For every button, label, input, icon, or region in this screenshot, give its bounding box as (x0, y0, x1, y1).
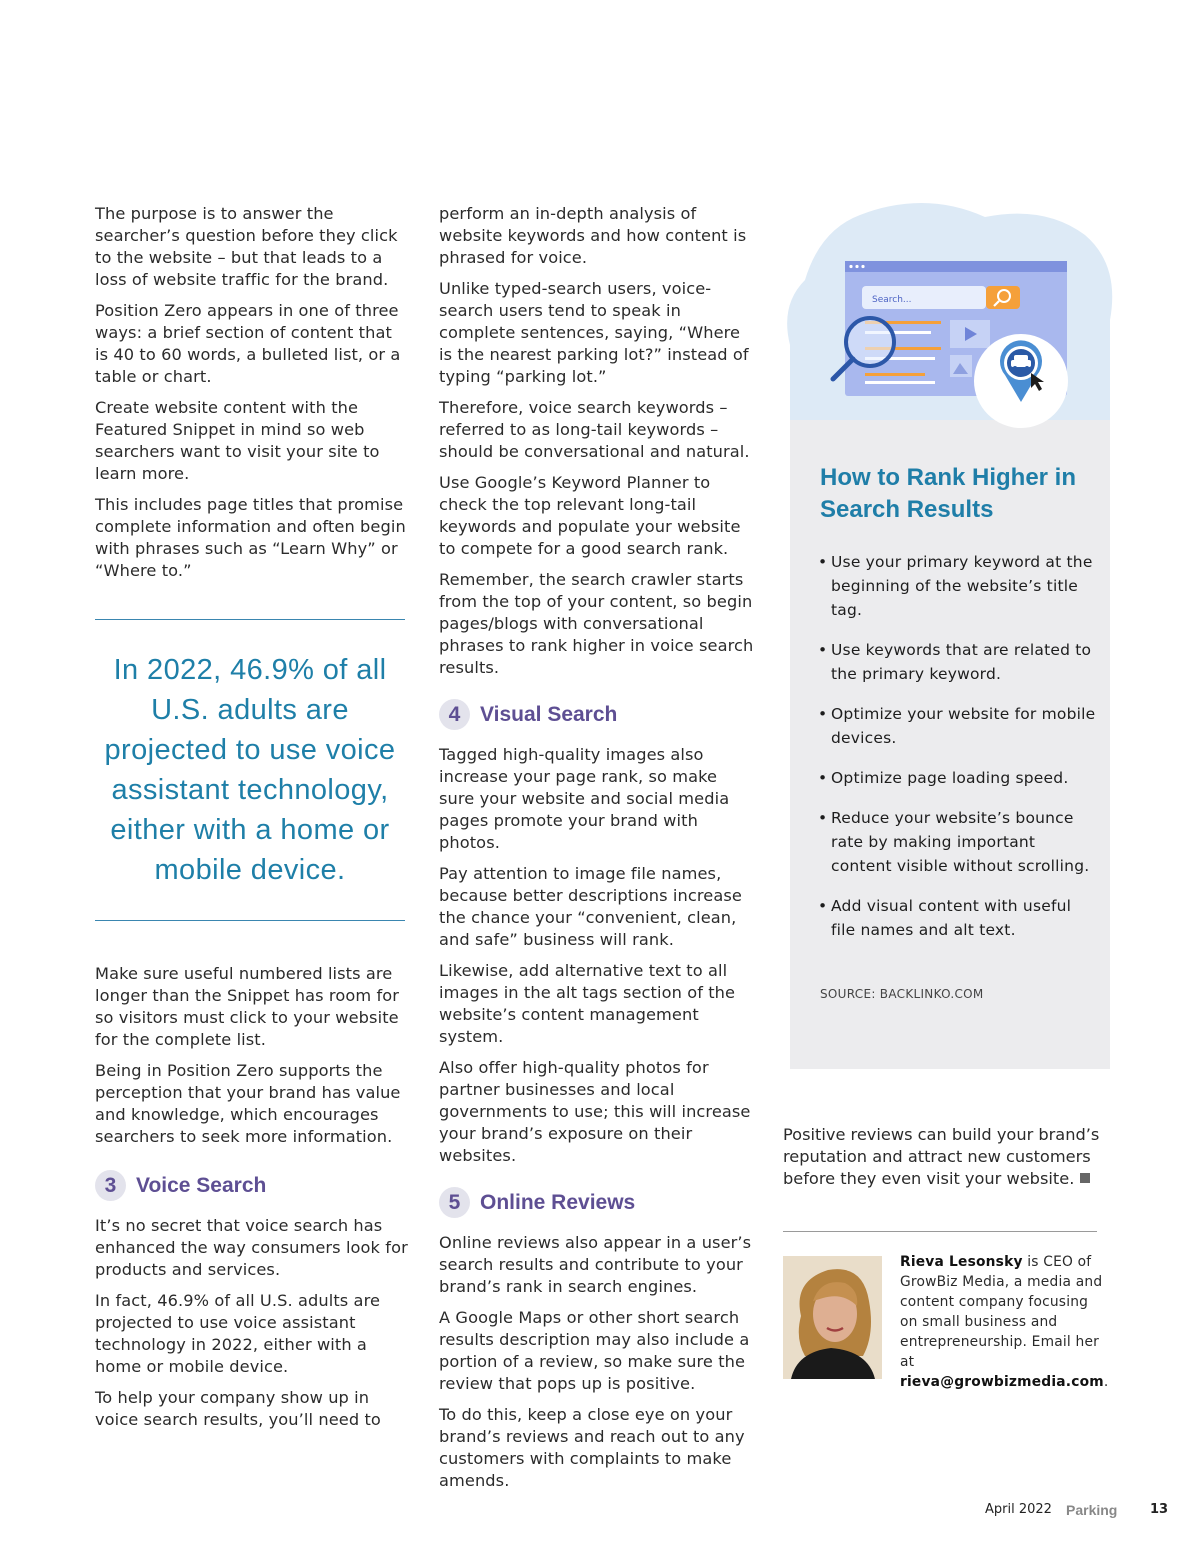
list-item: • Use your primary keyword at the beginning of the website’s title tag. (818, 550, 1098, 622)
section-number-badge: 5 (439, 1187, 470, 1218)
section-heading-voice-search (95, 1170, 410, 1201)
author-bio-text: is CEO of GrowBiz Media, a media and content company focusing on small business and entrepreneurship. Email her at (900, 1254, 1103, 1370)
paragraph: Unlike typed-search users, voice-search users tend to speak in complete sentences, saying, “Where is the nearest parking lot?” instead of typing “parking lot.” (439, 279, 749, 386)
paragraph: It’s no secret that voice search has enhanced the way consumers look for products and services. (95, 1216, 408, 1279)
closing-paragraph (783, 1124, 1103, 1190)
paragraph: This includes page titles that promise complete information and often begin with phrases such as “Learn Why” or “Where to.” (95, 495, 406, 580)
sidebar-title: How to Rank Higher in Search Results (820, 464, 1077, 523)
search-illustration (785, 195, 1115, 435)
paragraph: The purpose is to answer the searcher’s question before they click to the website – but that leads to a loss of website traffic for the brand. (95, 204, 398, 289)
author-divider (783, 1231, 1097, 1232)
section-title: Voice Search (136, 1173, 267, 1197)
author-email-link[interactable]: rieva@growbizmedia.com (900, 1374, 1104, 1390)
paragraph: Position Zero appears in one of three ways: a brief section of content that is 40 to 60 words, a bulleted list, or a table or chart. (95, 301, 401, 386)
paragraph: In fact, 46.9% of all U.S. adults are projected to use voice assistant technology in 2022, either with a home or mobile device. (95, 1291, 381, 1376)
paragraph: Tagged high-quality images also increase your page rank, so make sure your website and social media pages promote your brand with photos. (439, 745, 730, 852)
paragraph: Being in Position Zero supports the perception that your brand has value and knowledge, which encourages searchers to seek more information. (95, 1061, 401, 1146)
author-photo (783, 1256, 882, 1379)
section-number-badge: 4 (439, 699, 470, 730)
section-number-badge: 3 (95, 1170, 126, 1201)
section-title: Online Reviews (480, 1190, 636, 1214)
paragraph: Likewise, add alternative text to all images in the alt tags section of the website’s content management system. (439, 961, 736, 1046)
list-item: • Add visual content with useful file names and alt text. (818, 894, 1098, 942)
paragraph: Create website content with the Featured Snippet in mind so web searchers want to visit your site to learn more. (95, 398, 380, 483)
paragraph: Remember, the search crawler starts from the top of your content, so begin pages/blogs with conversational phrases to rank higher in voice search results. (439, 570, 754, 677)
list-item: • Optimize your website for mobile devices. (818, 702, 1098, 750)
column-2 (439, 203, 757, 1501)
paragraph: Pay attention to image file names, because better descriptions increase the chance your “convenient, clean, and safe” business will rank. (439, 864, 742, 949)
paragraph: Use Google’s Keyword Planner to check the top relevant long-tail keywords and populate your website to compete for a good search rank. (439, 473, 741, 558)
paragraph: To help your company show up in voice search results, you’ll need to (95, 1388, 381, 1429)
author-name: Rieva Lesonsky (900, 1254, 1023, 1270)
source-note: SOURCE: BACKLINKO.COM (820, 987, 984, 1001)
footer-magazine-name: Parking (1066, 1502, 1118, 1518)
paragraph: To do this, keep a close eye on your brand’s reviews and reach out to any customers with complaints to make amends. (439, 1405, 745, 1490)
paragraph: A Google Maps or other short search results description may also include a portion of a review, so make sure the review that pops up is positive. (439, 1308, 750, 1393)
pullquote-top-rule (95, 619, 405, 620)
list-item: • Use keywords that are related to the primary keyword. (818, 638, 1098, 686)
section-title: Visual Search (480, 702, 618, 726)
closing-text: Positive reviews can build your brand’s reputation and attract new customers before they even visit your website. (783, 1125, 1100, 1188)
tips-list (818, 550, 1098, 958)
paragraph: Therefore, voice search keywords – referred to as long-tail keywords – should be conversational and natural. (439, 398, 750, 461)
section-heading-visual-search (439, 699, 757, 730)
paragraph: Online reviews also appear in a user’s search results and contribute to your brand’s rank in search engines. (439, 1233, 752, 1296)
list-item: • Reduce your website’s bounce rate by making important content visible without scrolling. (818, 806, 1098, 878)
paragraph: Make sure useful numbered lists are longer than the Snippet has room for so visitors must click to your website for the complete list. (95, 964, 400, 1049)
page-number: 13 (1150, 1502, 1169, 1517)
paragraph: perform an in-depth analysis of website keywords and how content is phrased for voice. (439, 204, 747, 267)
svg-text:Search...: Search... (872, 295, 912, 305)
column-1 (95, 203, 410, 591)
end-mark-icon (1080, 1173, 1090, 1183)
footer-date: April 2022 (985, 1502, 1052, 1517)
list-item: • Optimize page loading speed. (818, 766, 1098, 790)
paragraph: Also offer high-quality photos for partner businesses and local governments to use; this will increase your brand’s exposure on their websites. (439, 1058, 751, 1165)
author-bio-end: . (1103, 1374, 1109, 1390)
column-1-lower (95, 963, 410, 1440)
author-bio (900, 1252, 1109, 1392)
pullquote-bottom-rule (95, 920, 405, 921)
section-heading-online-reviews (439, 1187, 757, 1218)
pullquote: In 2022, 46.9% of all U.S. adults are projected to use voice assistant technology, either with a home or mobile device. (104, 654, 396, 886)
